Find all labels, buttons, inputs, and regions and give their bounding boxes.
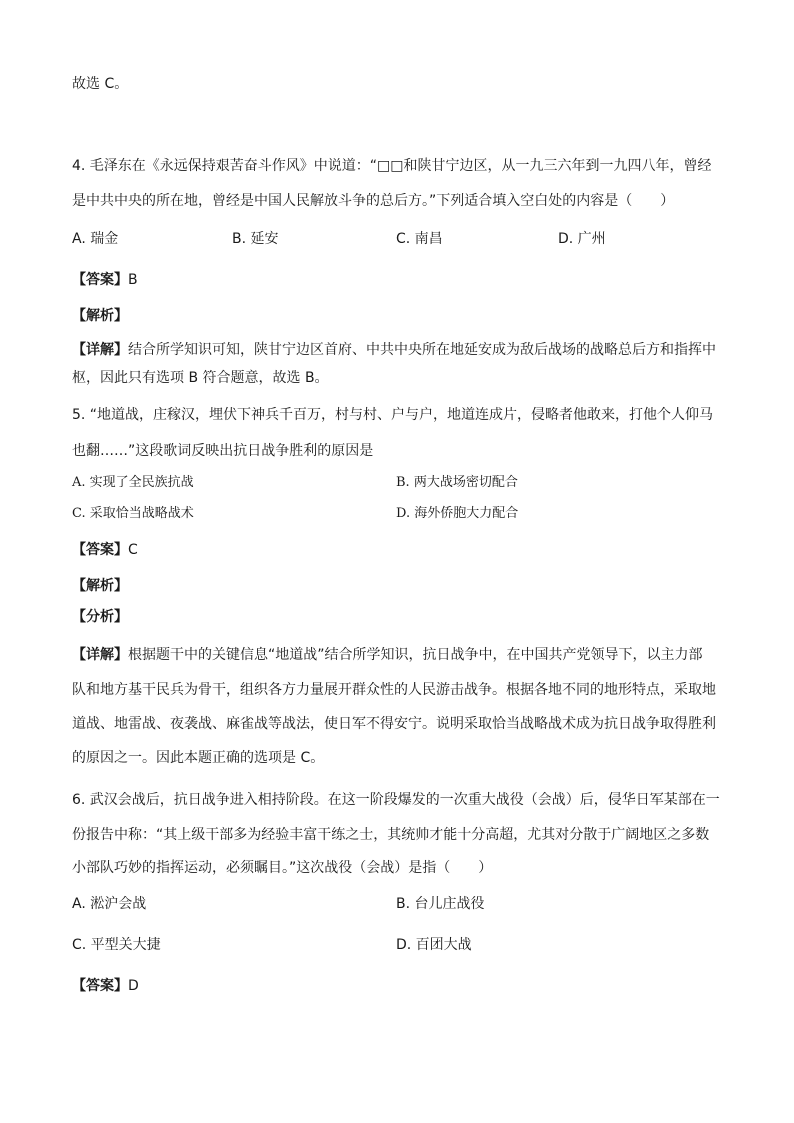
answer-value: C [128, 542, 138, 558]
q6-option-c: C. 平型关大捷 [72, 937, 161, 953]
q5-answer [72, 540, 138, 560]
answer-tag: 【答案】 [72, 272, 128, 288]
answer-value: D [128, 978, 139, 994]
q6-answer [72, 976, 139, 996]
previous-conclusion: 故选 C。 [72, 76, 129, 92]
q5-option-c: C. 采取恰当战略战术 [72, 506, 194, 521]
q5-option-a: A. 实现了全民族抗战 [72, 475, 194, 490]
q4-analysis-tag [72, 306, 128, 326]
q6-option-b: B. 台儿庄战役 [396, 896, 485, 912]
q5-analysis-tag [72, 576, 128, 596]
q5-fenxi-tag [72, 607, 128, 627]
q5-option-d: D. 海外侨胞大力配合 [396, 506, 519, 521]
q4-option-b: B. 延安 [232, 231, 279, 247]
q4-option-a: A. 瑞金 [72, 231, 119, 247]
q4-stem-line-2: 是中共中央的所在地，曾经是中国人民解放斗争的总后方。”下列适合填入空白处的内容是（ ） [72, 193, 675, 209]
q4-detail-line-1 [72, 340, 716, 360]
q5-stem-line-2: 也翻……”这段歌词反映出抗日战争胜利的原因是 [72, 443, 374, 459]
analysis-tag: 【解析】 [72, 308, 128, 324]
q4-answer [72, 270, 138, 290]
analysis-tag: 【解析】 [72, 578, 128, 594]
detail-text: 结合所学知识可知，陕甘宁边区首府、中共中央所在地延安成为敌后战场的战略总后方和指挥中 [128, 342, 716, 358]
q5-detail-line-2: 队和地方基干民兵为骨干，组织各方力量展开群众性的人民游击战争。根据各地不同的地形特点，采取地 [72, 682, 716, 698]
q5-option-b: B. 两大战场密切配合 [396, 475, 518, 490]
detail-tag: 【详解】 [72, 342, 128, 358]
detail-text: 根据题干中的关键信息“地道战”结合所学知识，抗日战争中，在中国共产党领导下，以主力部 [128, 647, 703, 663]
q5-detail-line-3: 道战、地雷战、夜袭战、麻雀战等战法，使日军不得安宁。说明采取恰当战略战术成为抗日战争取得胜利 [72, 716, 716, 732]
q6-option-a: A. 淞沪会战 [72, 896, 147, 912]
answer-value: B [128, 272, 138, 288]
q4-option-d: D. 广州 [558, 231, 606, 247]
q4-option-c: C. 南昌 [396, 231, 443, 247]
q4-stem-line-1: 4. 毛泽东在《永远保持艰苦奋斗作风》中说道：“□□和陕甘宁边区，从一九三六年到一九四八年，曾经 [72, 158, 712, 174]
q6-stem-line-1: 6. 武汉会战后，抗日战争进入相持阶段。在这一阶段爆发的一次重大战役（会战）后，侵华日军某部在一 [72, 792, 720, 808]
q5-stem-line-1: 5. “地道战，庄稼汉，埋伏下神兵千百万，村与村、户与户，地道连成片，侵略者他敢来，打他个人仰马 [72, 407, 714, 423]
answer-tag: 【答案】 [72, 542, 128, 558]
q5-detail-line-1 [72, 645, 703, 665]
detail-tag: 【详解】 [72, 647, 128, 663]
q5-detail-line-4: 的原因之一。因此本题正确的选项是 C。 [72, 750, 325, 766]
q6-stem-line-3: 小部队巧妙的指挥运动，必须瞩目。”这次战役（会战）是指（ ） [72, 860, 493, 876]
q4-detail-line-2: 枢，因此只有选项 B 符合题意，故选 B。 [72, 370, 329, 386]
fenxi-tag: 【分析】 [72, 609, 128, 625]
q6-stem-line-2: 份报告中称：“其上级干部多为经验丰富干练之士，其统帅才能十分高超，尤其对分散于广阔地区之多数 [72, 827, 710, 843]
q6-option-d: D. 百团大战 [396, 937, 472, 953]
answer-tag: 【答案】 [72, 978, 128, 994]
